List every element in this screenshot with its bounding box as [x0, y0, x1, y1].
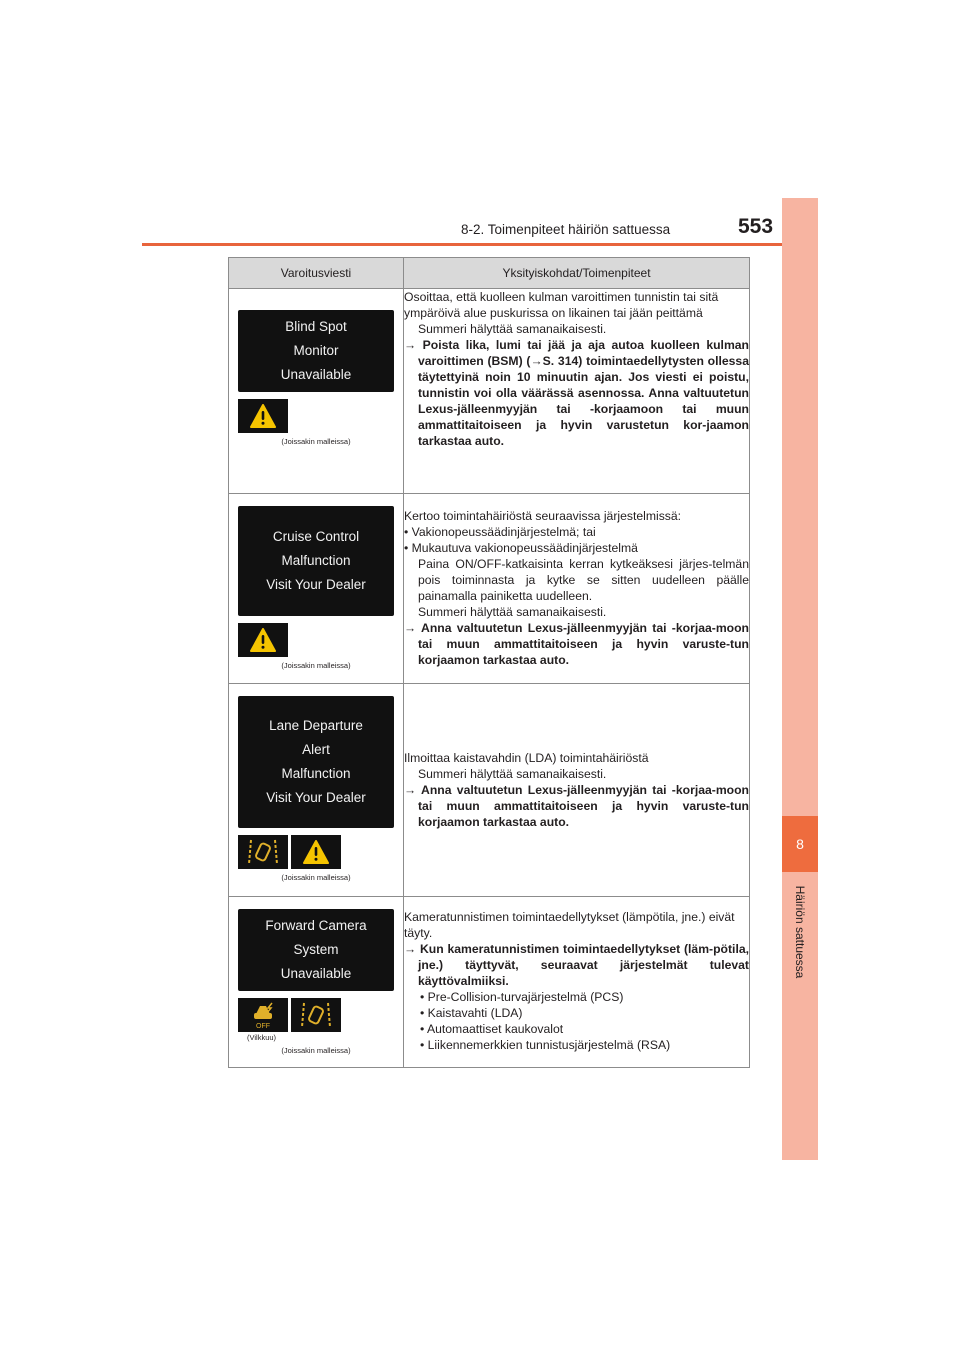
- detail-text: Osoittaa, että kuolleen kulman varoittimen tunnistin tai sitä ympäröivä alue puskurissa on likainen tai jään peittämä: [404, 290, 719, 320]
- model-note: (Joissakin malleissa): [281, 1046, 351, 1055]
- bullet-item: • Liikennemerkkien tunnistusjärjestelmä (RSA): [420, 1038, 671, 1052]
- table-row: [229, 289, 750, 494]
- action-text-body: Anna valtuutetun Lexus-jälleenmyyjän tai -korjaa-moon tai muun ammattitaitoiseen ja hyvin varuste-tun korjaamon tarkastaa auto.: [418, 621, 749, 667]
- detail-text: Summeri hälyttää samanaikaisesti.: [418, 322, 607, 336]
- blinking-note: (Vilkkuu): [247, 1033, 277, 1042]
- action-text: [404, 782, 749, 830]
- chapter-side-strip: [782, 198, 818, 1160]
- action-text: [404, 941, 749, 989]
- table-row: [229, 684, 750, 897]
- warning-image-cell: [229, 289, 404, 494]
- detail-text: Summeri hälyttää samanaikaisesti.: [418, 767, 607, 781]
- detail-text: Summeri hälyttää samanaikaisesti.: [418, 605, 607, 619]
- model-note: (Joissakin malleissa): [281, 873, 351, 882]
- screen-line: Malfunction: [281, 766, 351, 781]
- bullet-item: • Mukautuva vakionopeussäädinjärjestelmä: [404, 541, 638, 555]
- arrow-icon: →: [404, 942, 417, 956]
- detail-text: Kertoo toimintahäiriöstä seuraavissa järjestelmissä:: [404, 509, 682, 523]
- screen-line: Lane Departure: [269, 718, 363, 733]
- screen-line: Malfunction: [281, 553, 351, 568]
- warning-triangle-icon: [238, 399, 288, 433]
- display-screen-camera: [238, 909, 394, 991]
- table-row: [229, 897, 750, 1068]
- action-text-body: Poista lika, lumi tai jää ja aja autoa kuolleen kulman varoittimen (BSM) (→S. 314) toimintaedellytysten ollessa täytettyinä noin 10 minuutin ajan. Jos viesti ei poistu, tunnistin voi olla väärässä asennossa. Anna valtuutetun Lexus-jälleenmyyjän tai -korjaamoon tai muun ammattitaitoiseen ja hyvin varustetun kor-jaamon tarkastaa auto.: [418, 338, 750, 448]
- table-header-row: [229, 258, 750, 289]
- action-text-body: Anna valtuutetun Lexus-jälleenmyyjän tai -korjaa-moon tai muun ammattitaitoiseen ja hyvin varuste-tun korjaamon tarkastaa auto.: [418, 783, 749, 829]
- action-text: [404, 337, 749, 449]
- arrow-icon: →: [404, 338, 417, 352]
- details-cell: [404, 494, 750, 684]
- display-screen-lda: [238, 696, 394, 828]
- indicator-group: [238, 835, 403, 869]
- action-text-body: Kun kameratunnistimen toimintaedellytykset (läm-pötila, jne.) täyttyvät, seuraavat järjestelmät tulevat käyttövalmiiksi.: [418, 942, 749, 988]
- bullet-item: • Vakionopeussäädinjärjestelmä; tai: [404, 525, 596, 539]
- screen-line: Unavailable: [280, 367, 352, 382]
- screen-line: Unavailable: [280, 966, 352, 981]
- detail-text: Ilmoittaa kaistavahdin (LDA) toimintahäiriöstä: [404, 751, 649, 765]
- header-rule: [142, 243, 818, 246]
- warning-message-table: [228, 257, 750, 1068]
- pcs-off-icon: [238, 998, 288, 1032]
- display-screen-bsm: [238, 310, 394, 392]
- off-label: OFF: [256, 1023, 270, 1030]
- bullet-item: • Pre-Collision-turvajärjestelmä (PCS): [420, 990, 624, 1004]
- screen-line: Cruise Control: [272, 529, 360, 544]
- screen-line: System: [293, 942, 339, 957]
- warning-image-cell: [229, 684, 404, 897]
- details-cell: [404, 289, 750, 494]
- chapter-title-vertical: Häiriön sattuessa: [793, 885, 807, 979]
- screen-line: Visit Your Dealer: [266, 790, 366, 805]
- page-number: 553: [738, 215, 774, 238]
- details-cell: [404, 897, 750, 1068]
- warning-image-cell: [229, 494, 404, 684]
- column-header-message: Varoitusviesti: [229, 258, 404, 289]
- indicator-group: [238, 623, 403, 657]
- lane-departure-icon: [238, 835, 288, 869]
- column-header-details: Yksityiskohdat/Toimenpiteet: [404, 258, 750, 289]
- chapter-number-tab[interactable]: 8: [782, 816, 818, 872]
- section-title: 8-2. Toimenpiteet häiriön sattuessa: [461, 222, 671, 237]
- detail-text: Kameratunnistimen toimintaedellytykset (lämpötila, jne.) eivät täyty.: [404, 910, 735, 940]
- warning-triangle-icon: [291, 835, 341, 869]
- warning-image-cell: [229, 897, 404, 1068]
- indicator-group: [238, 399, 403, 433]
- warning-triangle-icon: [238, 623, 288, 657]
- lane-departure-icon: [291, 998, 341, 1032]
- screen-line: Alert: [302, 742, 330, 757]
- screen-line: Forward Camera: [265, 918, 367, 933]
- indicator-group: [238, 998, 403, 1032]
- table-row: [229, 494, 750, 684]
- arrow-icon: →: [404, 783, 417, 797]
- detail-text: Paina ON/OFF-katkaisinta kerran kytkeäksesi järjes-telmän pois toiminnasta ja kytke se sitten uudelleen päälle painamalla painiketta uudelleen.: [418, 557, 749, 603]
- display-screen-cruise: [238, 506, 394, 616]
- screen-line: Visit Your Dealer: [266, 577, 366, 592]
- action-text: [404, 620, 749, 668]
- model-note: (Joissakin malleissa): [281, 437, 351, 446]
- bullet-item: • Automaattiset kaukovalot: [420, 1022, 564, 1036]
- bullet-item: • Kaistavahti (LDA): [420, 1006, 523, 1020]
- model-note: (Joissakin malleissa): [281, 661, 351, 670]
- details-cell: [404, 684, 750, 897]
- screen-line: Blind Spot: [285, 319, 347, 334]
- screen-line: Monitor: [293, 343, 339, 358]
- arrow-icon: →: [404, 621, 417, 635]
